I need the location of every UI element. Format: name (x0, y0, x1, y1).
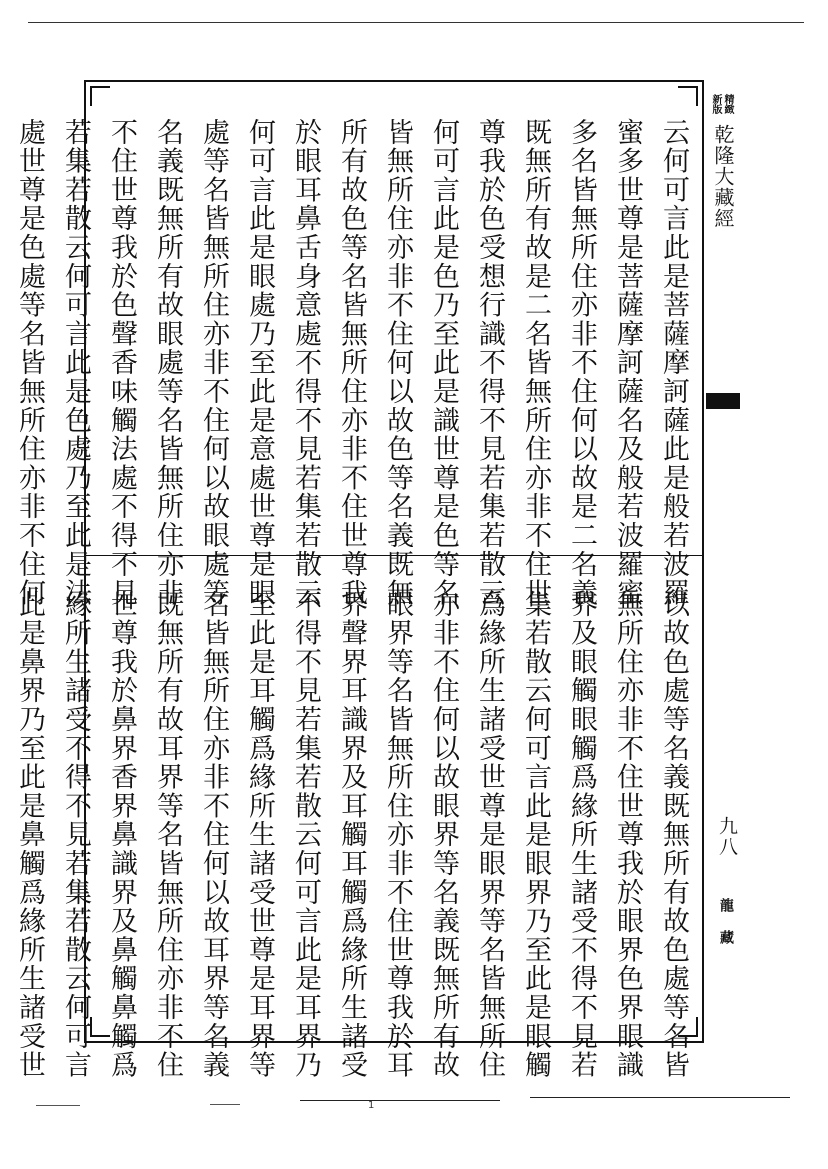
book-title: 乾隆大藏經 (711, 124, 735, 229)
upper-register (14, 118, 696, 608)
edition-label-line: 精緻 (722, 94, 733, 114)
text-column: 世尊我於鼻界香界鼻識界及鼻觸鼻觸爲 (106, 590, 137, 1080)
lower-register (14, 590, 696, 1080)
top-rule (28, 22, 804, 23)
text-column: 不得不見若集若散云何可言此是耳界乃 (290, 590, 321, 1080)
text-column: 此是鼻界乃至此是鼻觸爲緣所生諸受世 (14, 590, 45, 1080)
text-column: 處等名皆無所住亦非不住何以故眼處等 (198, 118, 229, 608)
text-column: 蜜多世尊是菩薩摩訶薩名及般若波羅蜜 (612, 118, 643, 608)
text-column: 至此是耳觸爲緣所生諸受世尊是耳界等 (244, 590, 275, 1080)
text-column: 名義既無所有故眼處等名皆無所住亦非 (152, 118, 183, 608)
text-column: 皆無所住亦非不住何以故色等名義既無 (382, 118, 413, 608)
bottom-rule (36, 1105, 80, 1106)
text-column: 尊我於色受想行識不得不見若集若散云 (474, 118, 505, 608)
text-column: 以故色處等名義既無所有故色處等名皆 (658, 590, 689, 1080)
text-column: 多名皆無所住亦非不住何以故是二名義 (566, 118, 597, 608)
text-column: 眼界等名皆無所住亦非不住世尊我於耳 (382, 590, 413, 1080)
text-column: 若集若散云何可言此是色處乃至此是法 (60, 118, 91, 608)
text-column: 云何可言此是菩薩摩訶薩此是般若波羅 (658, 118, 689, 608)
text-column: 既無所有故是二名皆無所住亦非不住世 (520, 118, 551, 608)
text-column: 名皆無所住亦非不住何以故耳界等名義 (198, 590, 229, 1080)
edition-label-line: 新版 (710, 94, 721, 114)
text-column: 緣所生諸受不得不見若集若散云何可言 (60, 590, 91, 1080)
text-column: 亦非不住何以故眼界等名義既無所有故 (428, 590, 459, 1080)
text-column: 爲緣所生諸受世尊是眼界等名皆無所住 (474, 590, 505, 1080)
frame-corner-ornament (678, 86, 698, 106)
text-column: 何可言此是眼處乃至此是意處世尊是眼 (244, 118, 275, 608)
page-number: 九八 (716, 816, 738, 858)
text-column: 不住世尊我於色聲香味觸法處不得不見 (106, 118, 137, 608)
longzang-logo: 龍藏 (718, 898, 734, 962)
text-column: 於眼耳鼻舌身意處不得不見若集若散云 (290, 118, 321, 608)
text-column: 集若散云何可言此是眼界乃至此是眼觸 (520, 590, 551, 1080)
bottom-rule (530, 1097, 790, 1098)
text-column: 既無所有故耳界等名皆無所住亦非不住 (152, 590, 183, 1080)
text-column: 處世尊是色處等名皆無所住亦非不住何 (14, 118, 45, 608)
footer-mark: 1 (368, 1100, 375, 1111)
frame-corner-ornament (90, 86, 110, 106)
text-column: 界及眼觸眼觸爲緣所生諸受不得不見若 (566, 590, 597, 1080)
bottom-rule (300, 1100, 500, 1101)
text-column: 所有故色等名皆無所住亦非不住世尊我 (336, 118, 367, 608)
margin-black-bar (706, 393, 740, 409)
text-column: 無所住亦非不住世尊我於眼界色界眼識 (612, 590, 643, 1080)
text-column: 何可言此是色乃至此是識世尊是色等名 (428, 118, 459, 608)
bottom-rule (210, 1104, 240, 1105)
edition-label (710, 94, 733, 114)
text-column: 界聲界耳識界及耳觸耳觸爲緣所生諸受 (336, 590, 367, 1080)
